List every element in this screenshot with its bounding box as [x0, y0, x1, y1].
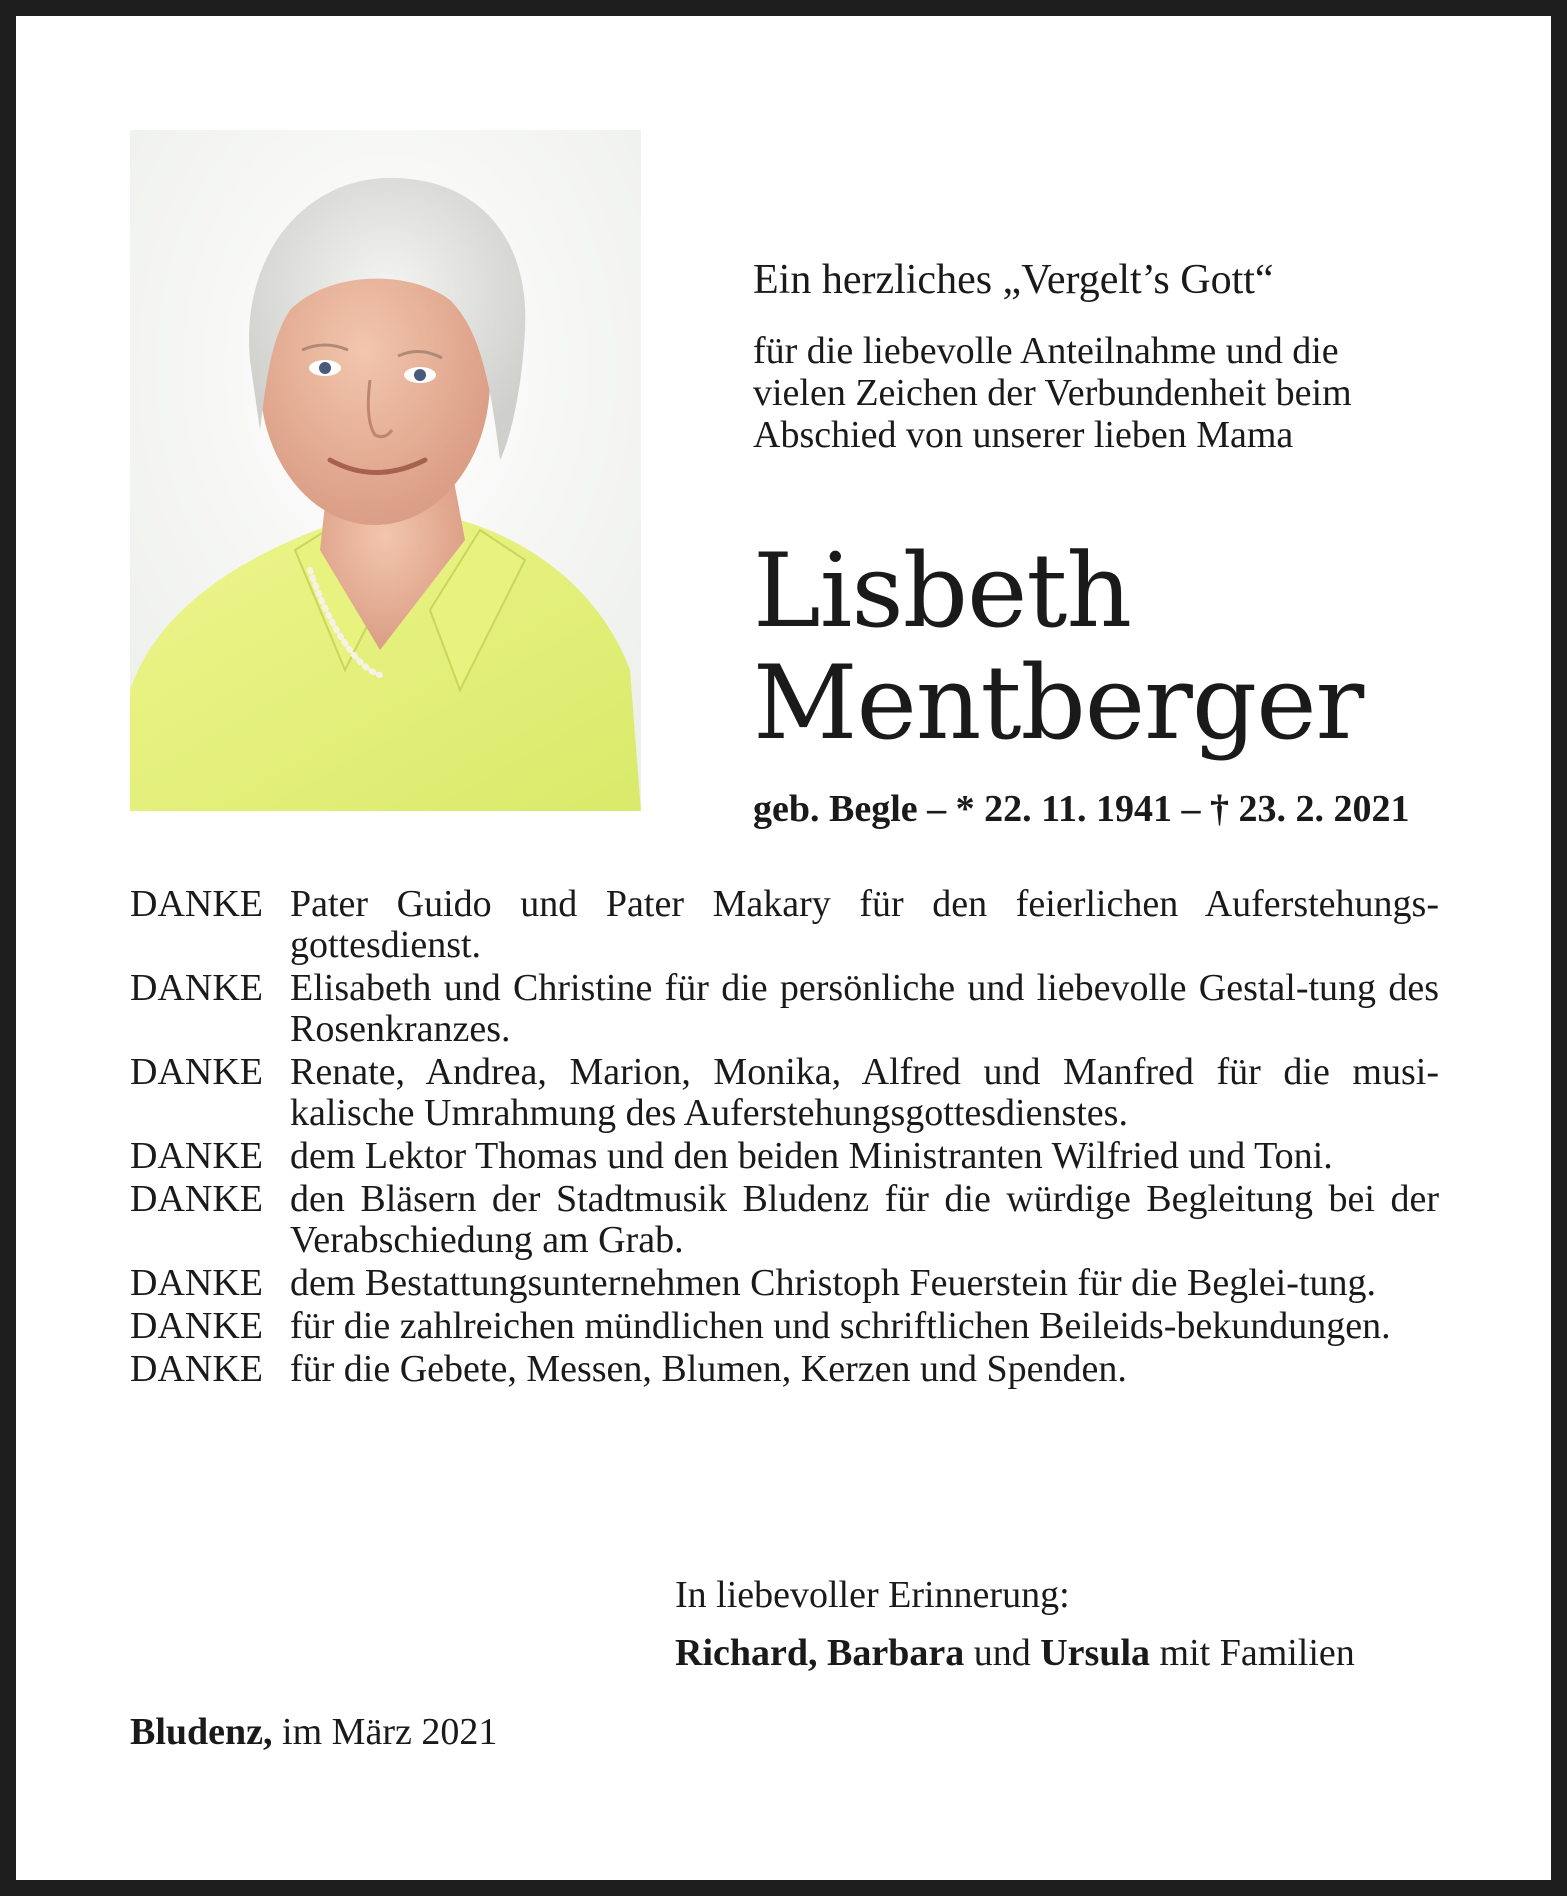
danke-row — [130, 1306, 1439, 1347]
intro-line: für die liebevolle Anteilnahme und die — [753, 330, 1339, 372]
joiner-text: und — [973, 1632, 1031, 1674]
danke-label: DANKE — [130, 883, 263, 925]
danke-text: dem Lektor Thomas und den beiden Ministranten Wilfried und Toni. — [290, 1135, 1333, 1177]
danke-row — [130, 1136, 1439, 1177]
danke-row — [130, 968, 1439, 1050]
family-name: Richard, — [675, 1632, 818, 1674]
danke-list — [130, 884, 1439, 1392]
birth-death-dates: geb. Begle – * 22. 11. 1941 – † 23. 2. 2021 — [753, 788, 1410, 830]
danke-label: DANKE — [130, 1305, 263, 1347]
portrait-photo — [130, 130, 641, 811]
thanks-heading: Ein herzliches „Vergelt’s Gott“ — [753, 257, 1274, 303]
danke-label: DANKE — [130, 967, 263, 1009]
deceased-name — [753, 532, 1473, 763]
danke-label: DANKE — [130, 1178, 263, 1220]
obituary-sheet — [16, 16, 1551, 1880]
danke-label: DANKE — [130, 1262, 263, 1304]
danke-text: den Bläsern der Stadtmusik Bludenz für die würdige Begleitung bei der Verabschiedung am Grab. — [290, 1178, 1439, 1261]
danke-text: Renate, Andrea, Marion, Monika, Alfred und Manfred für die musi-kalische Umrahmung des Auferstehungsgottesdienstes. — [290, 1051, 1439, 1134]
first-name: Lisbeth — [753, 532, 1132, 651]
danke-row — [130, 1179, 1439, 1261]
danke-text: für die zahlreichen mündlichen und schriftlichen Beileids-bekundungen. — [290, 1305, 1391, 1347]
danke-label: DANKE — [130, 1348, 263, 1390]
danke-text: dem Bestattungsunternehmen Christoph Feuerstein für die Beglei-tung. — [290, 1262, 1376, 1304]
portrait-illustration — [130, 130, 641, 811]
family-suffix: mit Familien — [1159, 1632, 1355, 1674]
family-names — [675, 1624, 1455, 1682]
danke-label: DANKE — [130, 1051, 263, 1093]
danke-row — [130, 1263, 1439, 1304]
intro-block — [753, 256, 1453, 456]
danke-label: DANKE — [130, 1135, 263, 1177]
closing-line: In liebevoller Erinnerung: — [675, 1574, 1070, 1616]
closing-block — [675, 1566, 1455, 1682]
intro-text — [753, 330, 1453, 456]
danke-row — [130, 1052, 1439, 1134]
danke-row — [130, 884, 1439, 966]
intro-line: Abschied von unserer lieben Mama — [753, 414, 1294, 456]
last-name: Mentberger — [753, 644, 1364, 763]
danke-row — [130, 1349, 1439, 1390]
family-name: Ursula — [1040, 1632, 1151, 1674]
place-name: Bludenz, — [130, 1711, 273, 1753]
danke-text: Pater Guido und Pater Makary für den feierlichen Auferstehungs-gottesdienst. — [290, 883, 1439, 966]
family-name: Barbara — [827, 1632, 965, 1674]
date-text: im März 2021 — [282, 1711, 498, 1753]
intro-line: vielen Zeichen der Verbundenheit beim — [753, 372, 1352, 414]
danke-text: Elisabeth und Christine für die persönliche und liebevolle Gestal-tung des Rosenkranzes. — [290, 967, 1439, 1050]
danke-text: für die Gebete, Messen, Blumen, Kerzen und Spenden. — [290, 1348, 1127, 1390]
place-date — [130, 1709, 497, 1755]
